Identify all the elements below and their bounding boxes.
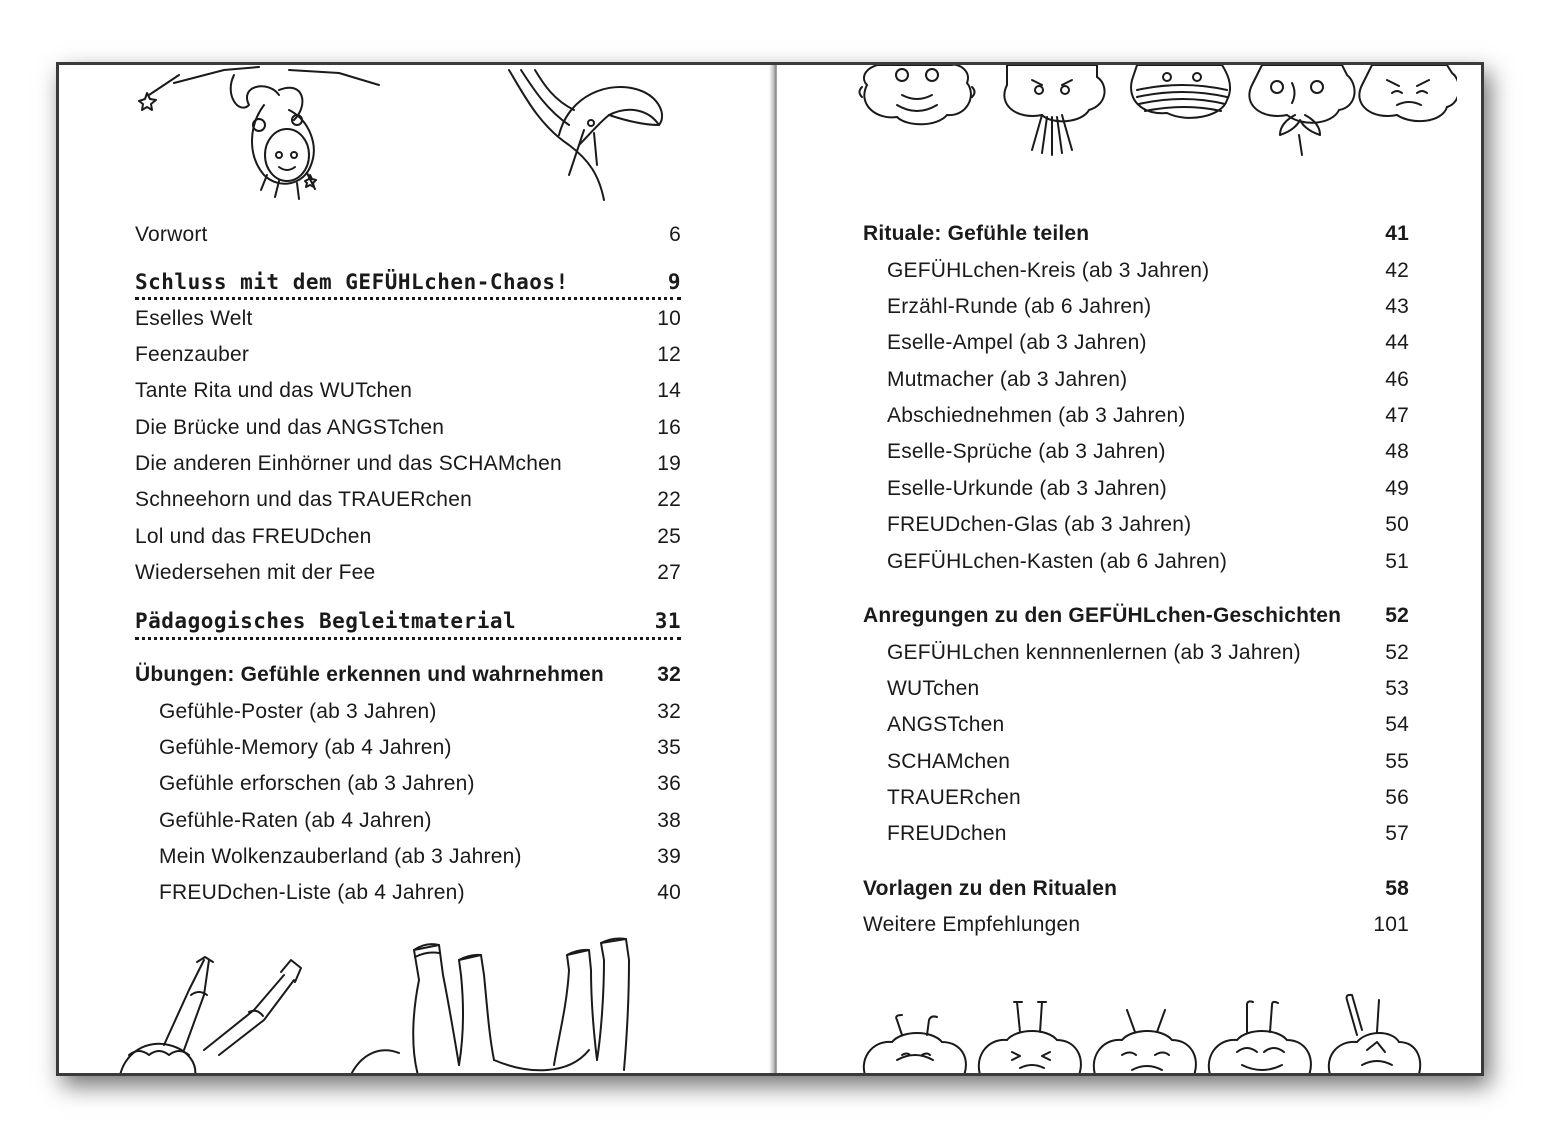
toc-page-number: 41 xyxy=(1385,222,1409,245)
toc-page-number: 44 xyxy=(1385,331,1409,354)
toc-page-number: 43 xyxy=(1385,295,1409,318)
toc-title: Gefühle-Memory (ab 4 Jahren) xyxy=(159,736,452,759)
toc-title: FREUDchen-Glas (ab 3 Jahren) xyxy=(887,513,1192,536)
toc-page-number: 22 xyxy=(657,488,681,511)
toc-title: Mutmacher (ab 3 Jahren) xyxy=(887,368,1128,391)
toc-page-number: 39 xyxy=(657,845,681,868)
fairy-illustration xyxy=(129,65,399,205)
toc-title: Die anderen Einhörner und das SCHAMchen xyxy=(135,452,562,475)
toc-entry[interactable] xyxy=(887,783,1409,813)
toc-title: Mein Wolkenzauberland (ab 3 Jahren) xyxy=(159,845,522,868)
toc-page-number: 9 xyxy=(667,270,681,294)
toc-title: Gefühle-Poster (ab 3 Jahren) xyxy=(159,700,437,723)
toc-title: Weitere Empfehlungen xyxy=(863,913,1081,936)
toc-page-number: 46 xyxy=(1385,368,1409,391)
dotted-divider xyxy=(135,637,681,640)
toc-title: Vorlagen zu den Ritualen xyxy=(863,877,1118,900)
toc-entry[interactable] xyxy=(887,256,1409,286)
toc-title: Die Brücke und das ANGSTchen xyxy=(135,416,445,439)
toc-entry[interactable] xyxy=(887,474,1409,504)
toc-entry[interactable] xyxy=(159,733,681,763)
toc-section-uebungen[interactable] xyxy=(135,660,681,690)
left-page xyxy=(59,65,773,1073)
toc-entry[interactable] xyxy=(887,292,1409,322)
toc-entry[interactable] xyxy=(887,747,1409,777)
toc-title: Eselles Welt xyxy=(135,307,253,330)
toc-title: GEFÜHLchen kennnenlernen (ab 3 Jahren) xyxy=(887,641,1301,664)
toc-entry[interactable] xyxy=(887,638,1409,668)
toc-entry[interactable] xyxy=(887,710,1409,740)
dotted-divider xyxy=(135,297,681,300)
toc-title: Erzähl-Runde (ab 6 Jahren) xyxy=(887,295,1152,318)
toc-title: Schluss mit dem GEFÜHLchen-Chaos! xyxy=(135,270,569,294)
bird-illustration xyxy=(499,65,679,205)
toc-entry[interactable] xyxy=(887,819,1409,849)
toc-title: Gefühle-Raten (ab 4 Jahren) xyxy=(159,809,432,832)
toc-title: Eselle-Ampel (ab 3 Jahren) xyxy=(887,331,1147,354)
toc-page-number: 47 xyxy=(1385,404,1409,427)
toc-page-number: 53 xyxy=(1385,677,1409,700)
toc-entry[interactable] xyxy=(135,449,681,479)
right-page xyxy=(777,65,1481,1073)
toc-entry[interactable] xyxy=(135,558,681,588)
cloud-faces-top xyxy=(857,65,1457,165)
toc-title: Pädagogisches Begleitmaterial xyxy=(135,609,517,633)
toc-section-anregungen[interactable] xyxy=(863,601,1409,631)
toc-title: Übungen: Gefühle erkennen und wahrnehmen xyxy=(135,663,604,686)
toc-entry[interactable] xyxy=(159,842,681,872)
legs-illustration xyxy=(109,950,339,1073)
toc-title: TRAUERchen xyxy=(887,786,1021,809)
toc-entry[interactable] xyxy=(887,328,1409,358)
toc-title: Eselle-Urkunde (ab 3 Jahren) xyxy=(887,477,1167,500)
toc-page-number: 58 xyxy=(1385,877,1409,900)
toc-page-number: 32 xyxy=(657,700,681,723)
toc-page-number: 55 xyxy=(1385,750,1409,773)
toc-title: Abschiednehmen (ab 3 Jahren) xyxy=(887,404,1186,427)
toc-entry[interactable] xyxy=(887,510,1409,540)
toc-entry[interactable] xyxy=(159,769,681,799)
toc-title: WUTchen xyxy=(887,677,980,700)
toc-title: GEFÜHLchen-Kasten (ab 6 Jahren) xyxy=(887,550,1228,573)
toc-entry-vorwort[interactable] xyxy=(135,220,681,250)
toc-entry[interactable] xyxy=(887,674,1409,704)
open-book xyxy=(56,62,1484,1076)
toc-page-number: 52 xyxy=(1385,641,1409,664)
toc-title: Feenzauber xyxy=(135,343,250,366)
toc-page-number: 56 xyxy=(1385,786,1409,809)
toc-page-number: 38 xyxy=(657,809,681,832)
toc-title: ANGSTchen xyxy=(887,713,1005,736)
toc-page-number: 27 xyxy=(657,561,681,584)
toc-title: FREUDchen xyxy=(887,822,1007,845)
toc-page-number: 50 xyxy=(1385,513,1409,536)
toc-entry[interactable] xyxy=(135,304,681,334)
toc-title: Rituale: Gefühle teilen xyxy=(863,222,1090,245)
cloud-faces-bottom xyxy=(857,990,1447,1073)
toc-entry[interactable] xyxy=(135,485,681,515)
toc-section-vorlagen[interactable] xyxy=(863,874,1409,904)
toc-chapter-begleitmaterial[interactable] xyxy=(135,606,681,636)
toc-entry[interactable] xyxy=(887,547,1409,577)
toc-title: Tante Rita und das WUTchen xyxy=(135,379,413,402)
toc-page-number: 32 xyxy=(657,663,681,686)
unicorn-legs-illustration xyxy=(339,935,669,1073)
toc-entry[interactable] xyxy=(887,437,1409,467)
toc-title: FREUDchen-Liste (ab 4 Jahren) xyxy=(159,881,465,904)
toc-entry[interactable] xyxy=(135,522,681,552)
toc-chapter-gefuehlchen-chaos[interactable] xyxy=(135,267,681,297)
toc-entry[interactable] xyxy=(135,340,681,370)
toc-page-number: 35 xyxy=(657,736,681,759)
toc-page-number: 40 xyxy=(657,881,681,904)
toc-page-number: 42 xyxy=(1385,259,1409,282)
toc-page-number: 54 xyxy=(1385,713,1409,736)
toc-page-number: 48 xyxy=(1385,440,1409,463)
toc-page-number: 10 xyxy=(657,307,681,330)
toc-page-number: 51 xyxy=(1385,550,1409,573)
toc-title: Schneehorn und das TRAUERchen xyxy=(135,488,472,511)
toc-page-number: 52 xyxy=(1385,604,1409,627)
toc-title: Gefühle erforschen (ab 3 Jahren) xyxy=(159,772,475,795)
toc-entry[interactable] xyxy=(863,910,1409,940)
toc-section-rituale[interactable] xyxy=(863,219,1409,249)
toc-entry[interactable] xyxy=(159,878,681,908)
toc-page-number: 36 xyxy=(657,772,681,795)
toc-title: Wiedersehen mit der Fee xyxy=(135,561,376,584)
toc-entry[interactable] xyxy=(135,376,681,406)
toc-page-number: 25 xyxy=(657,525,681,548)
toc-page-number: 16 xyxy=(657,416,681,439)
toc-title: Vorwort xyxy=(135,223,208,246)
toc-page-number: 57 xyxy=(1385,822,1409,845)
toc-entry[interactable] xyxy=(159,697,681,727)
toc-entry[interactable] xyxy=(887,365,1409,395)
toc-title: Lol und das FREUDchen xyxy=(135,525,372,548)
toc-entry[interactable] xyxy=(135,413,681,443)
toc-page-number: 14 xyxy=(657,379,681,402)
toc-title: SCHAMchen xyxy=(887,750,1011,773)
toc-title: Eselle-Sprüche (ab 3 Jahren) xyxy=(887,440,1166,463)
toc-entry[interactable] xyxy=(887,401,1409,431)
toc-page-number: 12 xyxy=(657,343,681,366)
toc-page-number: 31 xyxy=(654,609,681,633)
toc-entry[interactable] xyxy=(159,806,681,836)
toc-page-number: 19 xyxy=(657,452,681,475)
toc-title: GEFÜHLchen-Kreis (ab 3 Jahren) xyxy=(887,259,1210,282)
toc-title: Anregungen zu den GEFÜHLchen-Geschichten xyxy=(863,604,1342,627)
toc-page-number: 6 xyxy=(669,223,681,246)
toc-page-number: 49 xyxy=(1385,477,1409,500)
toc-page-number: 101 xyxy=(1373,913,1409,936)
